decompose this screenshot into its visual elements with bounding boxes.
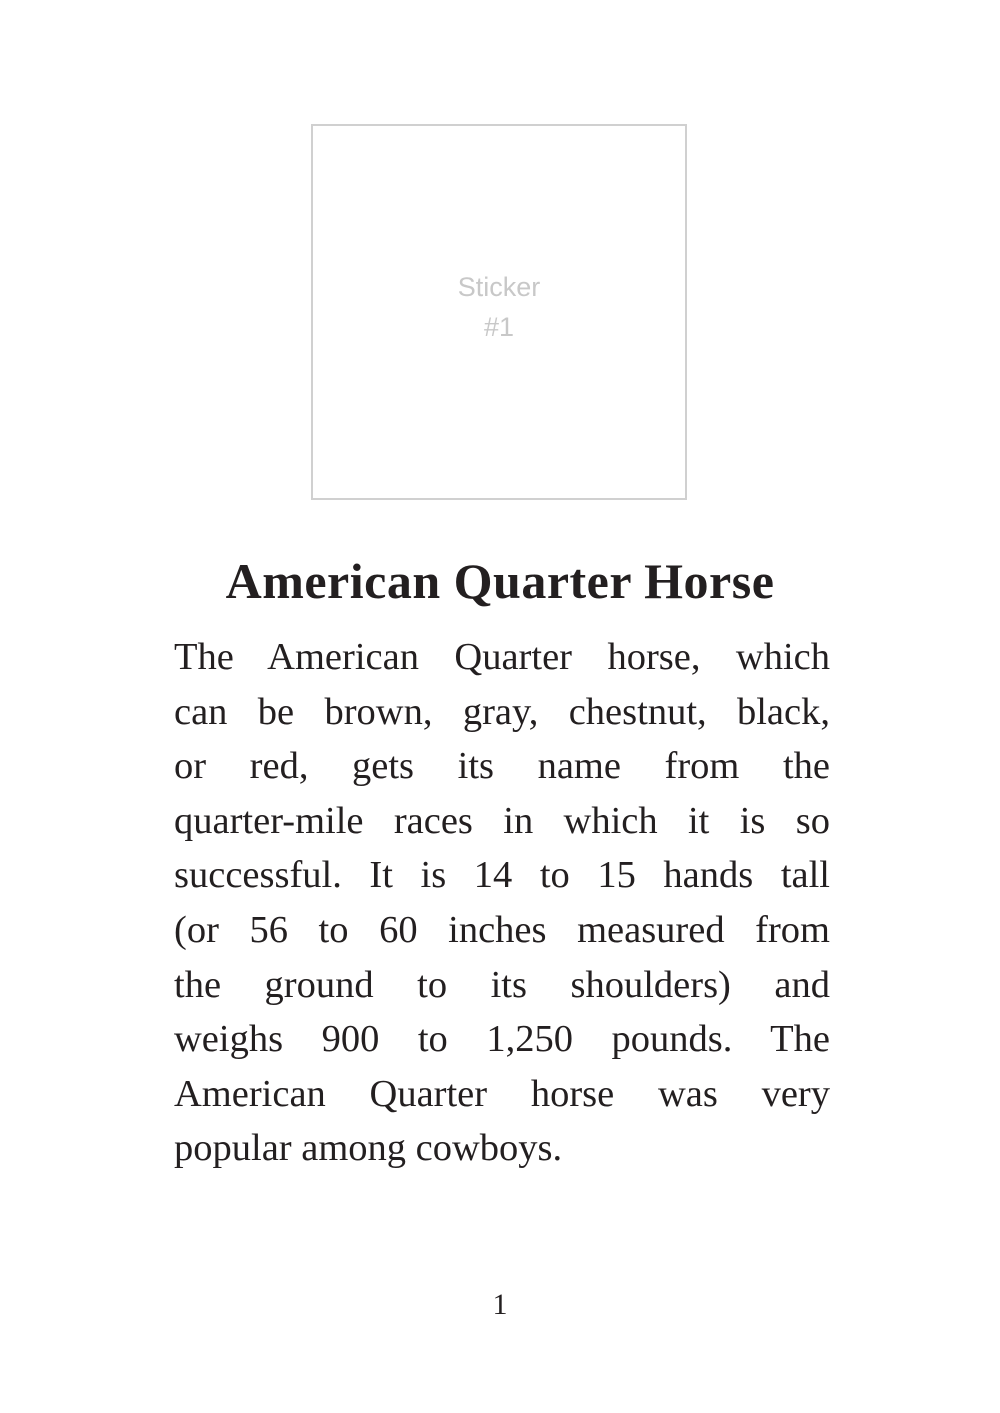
sticker-label <box>458 267 541 347</box>
body-line: (or 56 to 60 inches measured from <box>174 908 830 951</box>
page-number: 1 <box>492 1288 508 1321</box>
body-line: can be brown, gray, chestnut, black, <box>174 690 830 733</box>
body-line: or red, gets its name from the <box>174 745 830 788</box>
sticker-label-text: Sticker <box>457 272 541 302</box>
body-line: The American Quarter horse, which <box>174 636 830 678</box>
body-line: popular among cowboys. <box>174 1127 563 1170</box>
body-line: American Quarter horse was very <box>174 1072 830 1115</box>
body-line: the ground to its shoulders) and <box>174 963 830 1006</box>
page-title: American Quarter Horse <box>225 553 775 609</box>
body-line: successful. It is 14 to 15 hands tall <box>174 854 830 897</box>
body-line: quarter-mile races in which it is so <box>174 799 830 842</box>
sticker-placeholder <box>311 124 687 500</box>
body-line: weighs 900 to 1,250 pounds. The <box>174 1018 830 1061</box>
body-paragraph <box>174 630 830 1176</box>
sticker-number: #1 <box>483 312 515 342</box>
